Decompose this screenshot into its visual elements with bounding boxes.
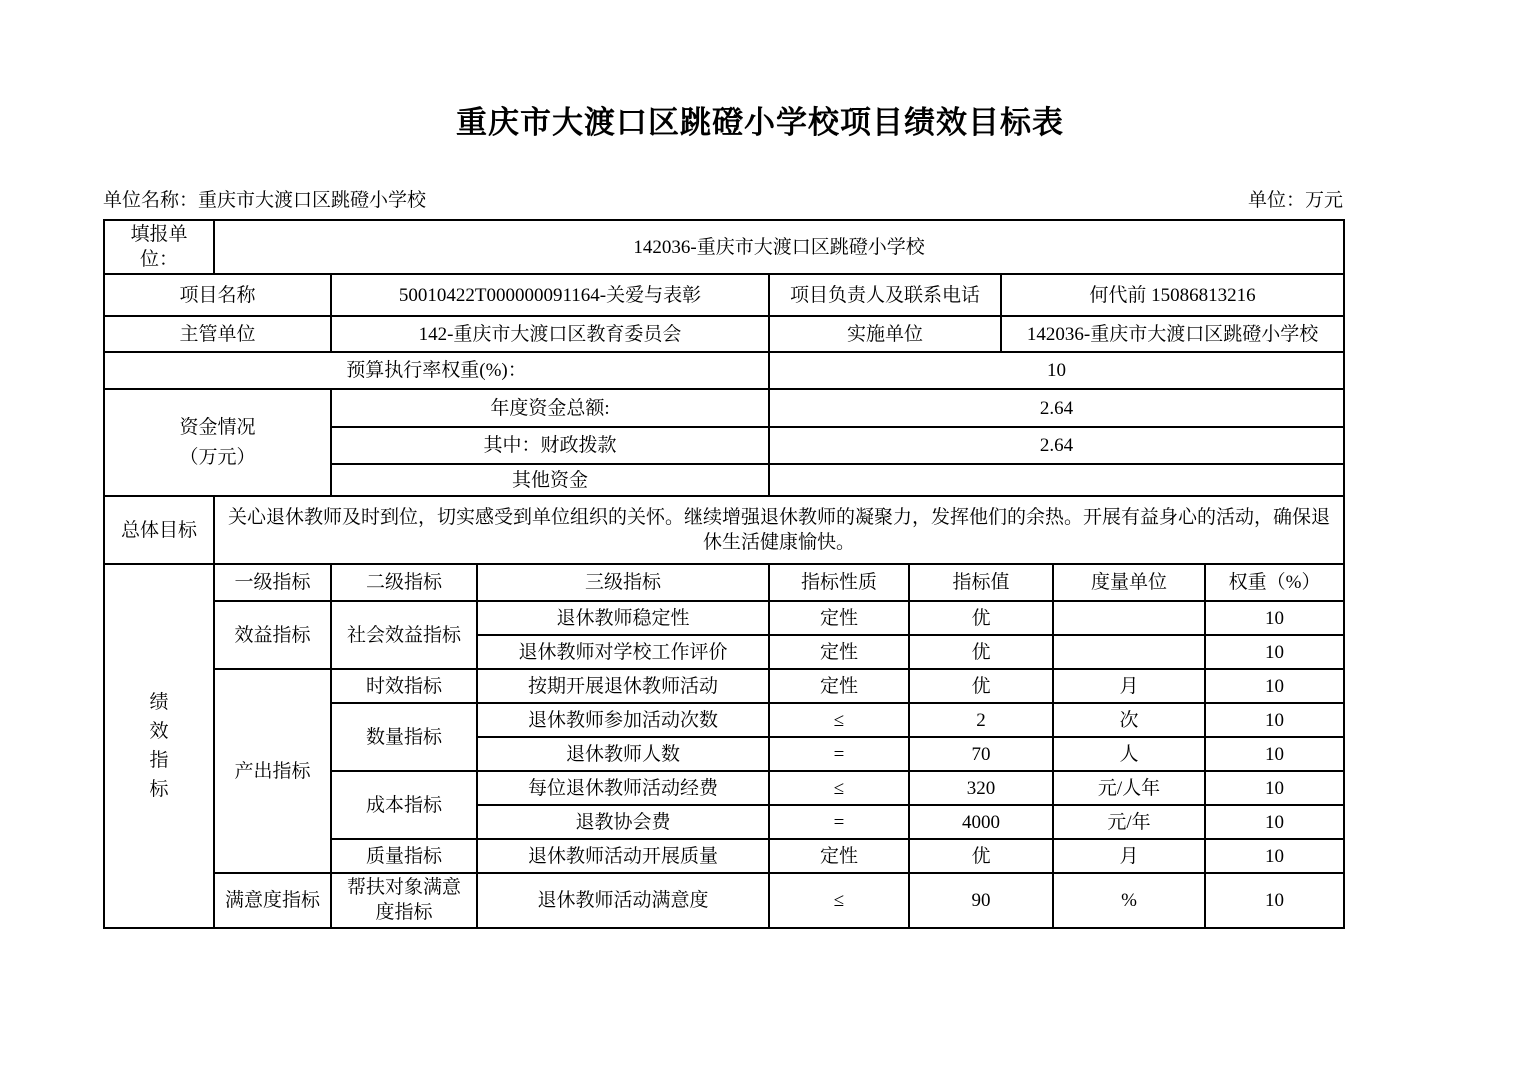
- value-cell: 优: [909, 669, 1053, 703]
- l3-cell: 每位退休教师活动经费: [477, 771, 769, 805]
- indicator-row: [104, 601, 1344, 635]
- side-char: 标: [149, 778, 169, 800]
- header-level2-cell: 二级指标: [331, 564, 477, 601]
- header-level1-cell: 一级指标: [214, 564, 331, 601]
- nature-cell: 定性: [769, 601, 909, 635]
- l3-cell: 退休教师稳定性: [477, 601, 769, 635]
- currency-unit-text: 单位：万元: [1247, 190, 1343, 212]
- weight-cell: 10: [1205, 669, 1344, 703]
- filler-label-cell: 填报单位：: [104, 220, 214, 274]
- header-level3-cell: 三级指标: [477, 564, 769, 601]
- side-char: 效: [149, 720, 169, 742]
- l3-cell: 退休教师活动满意度: [477, 873, 769, 927]
- funds-category-line2: （万元）: [179, 446, 256, 468]
- unit-cell: %: [1053, 873, 1205, 927]
- weight-cell: 10: [1205, 635, 1344, 669]
- performance-target-table: [103, 219, 1345, 928]
- side-char: 绩: [149, 691, 169, 713]
- level2-quality-cell: 质量指标: [331, 839, 477, 873]
- project-name-value-cell: 50010422T000000091164-关爱与表彰: [331, 274, 769, 316]
- funds-category-cell: [104, 389, 331, 496]
- project-name-label-cell: 项目名称: [104, 274, 331, 316]
- level2-timeliness-cell: 时效指标: [331, 669, 477, 703]
- weight-cell: 10: [1205, 737, 1344, 771]
- value-cell: 90: [909, 873, 1053, 927]
- filler-value-cell: 142036-重庆市大渡口区跳磴小学校: [214, 220, 1344, 274]
- l3-cell: 退休教师对学校工作评价: [477, 635, 769, 669]
- other-funds-label-cell: 其他资金: [331, 464, 769, 496]
- funds-category-line1: 资金情况: [179, 417, 256, 439]
- implementer-value-cell: 142036-重庆市大渡口区跳磴小学校: [1001, 316, 1344, 352]
- unit-name-text: 单位名称：重庆市大渡口区跳磴小学校: [103, 190, 427, 212]
- nature-cell: 定性: [769, 669, 909, 703]
- unit-cell: 月: [1053, 839, 1205, 873]
- level2-quantity-cell: 数量指标: [331, 703, 477, 771]
- supervisor-row: [104, 316, 1344, 352]
- other-funds-value-cell: [769, 464, 1344, 496]
- annual-total-row: [104, 389, 1344, 427]
- page-title: 重庆市大渡口区跳磴小学校项目绩效目标表: [456, 105, 1064, 140]
- unit-cell: 月: [1053, 669, 1205, 703]
- nature-cell: 定性: [769, 839, 909, 873]
- value-cell: 70: [909, 737, 1053, 771]
- unit-cell: [1053, 635, 1205, 669]
- nature-cell: =: [769, 737, 909, 771]
- annual-total-value-cell: 2.64: [769, 389, 1344, 427]
- fiscal-funds-value-cell: 2.64: [769, 427, 1344, 464]
- header-weight-cell: 权重（%）: [1205, 564, 1344, 601]
- weight-cell: 10: [1205, 873, 1344, 927]
- nature-cell: ≤: [769, 771, 909, 805]
- unit-cell: [1053, 601, 1205, 635]
- budget-rate-value-cell: 10: [769, 352, 1344, 389]
- value-cell: 2: [909, 703, 1053, 737]
- level1-output-cell: 产出指标: [214, 669, 331, 873]
- l3-cell: 按期开展退休教师活动: [477, 669, 769, 703]
- weight-cell: 10: [1205, 839, 1344, 873]
- header-unit-cell: 度量单位: [1053, 564, 1205, 601]
- value-cell: 4000: [909, 805, 1053, 839]
- level1-benefit-cell: 效益指标: [214, 601, 331, 669]
- nature-cell: ≤: [769, 873, 909, 927]
- header-nature-cell: 指标性质: [769, 564, 909, 601]
- supervisor-value-cell: 142-重庆市大渡口区教育委员会: [331, 316, 769, 352]
- level2-social-cell: 社会效益指标: [331, 601, 477, 669]
- value-cell: 优: [909, 601, 1053, 635]
- budget-rate-row: [104, 352, 1344, 389]
- leader-value-cell: 何代前 15086813216: [1001, 274, 1344, 316]
- nature-cell: ≤: [769, 703, 909, 737]
- value-cell: 优: [909, 635, 1053, 669]
- fiscal-funds-label-cell: 其中：财政拨款: [331, 427, 769, 464]
- nature-cell: =: [769, 805, 909, 839]
- level2-cost-cell: 成本指标: [331, 771, 477, 839]
- indicator-header-row: [104, 564, 1344, 601]
- overall-goal-text-cell: 关心退休教师及时到位，切实感受到单位组织的关怀。继续增强退休教师的凝聚力，发挥他们的余热。开展有益身心的活动，确保退休生活健康愉快。: [214, 496, 1344, 564]
- l3-cell: 退休教师人数: [477, 737, 769, 771]
- level2-helped-cell: 帮扶对象满意度指标: [331, 873, 477, 927]
- unit-cell: 次: [1053, 703, 1205, 737]
- unit-cell: 元/年: [1053, 805, 1205, 839]
- level1-satisfaction-cell: 满意度指标: [214, 873, 331, 927]
- value-cell: 320: [909, 771, 1053, 805]
- project-name-row: [104, 274, 1344, 316]
- leader-label-cell: 项目负责人及联系电话: [769, 274, 1001, 316]
- side-char: 指: [149, 749, 169, 771]
- performance-side-label-cell: [104, 564, 214, 927]
- implementer-label-cell: 实施单位: [769, 316, 1001, 352]
- weight-cell: 10: [1205, 703, 1344, 737]
- unit-cell: 人: [1053, 737, 1205, 771]
- weight-cell: 10: [1205, 805, 1344, 839]
- budget-rate-label-cell: 预算执行率权重(%)：: [104, 352, 769, 389]
- header-value-cell: 指标值: [909, 564, 1053, 601]
- value-cell: 优: [909, 839, 1053, 873]
- nature-cell: 定性: [769, 635, 909, 669]
- overall-goal-row: [104, 496, 1344, 564]
- unit-cell: 元/人年: [1053, 771, 1205, 805]
- overall-goal-label-cell: 总体目标: [104, 496, 214, 564]
- l3-cell: 退休教师活动开展质量: [477, 839, 769, 873]
- indicator-row: [104, 669, 1344, 703]
- meta-row: [103, 185, 1343, 212]
- filler-unit-row: [104, 220, 1344, 274]
- supervisor-label-cell: 主管单位: [104, 316, 331, 352]
- weight-cell: 10: [1205, 771, 1344, 805]
- l3-cell: 退休教师参加活动次数: [477, 703, 769, 737]
- annual-total-label-cell: 年度资金总额:: [331, 389, 769, 427]
- l3-cell: 退教协会费: [477, 805, 769, 839]
- weight-cell: 10: [1205, 601, 1344, 635]
- indicator-row: [104, 873, 1344, 927]
